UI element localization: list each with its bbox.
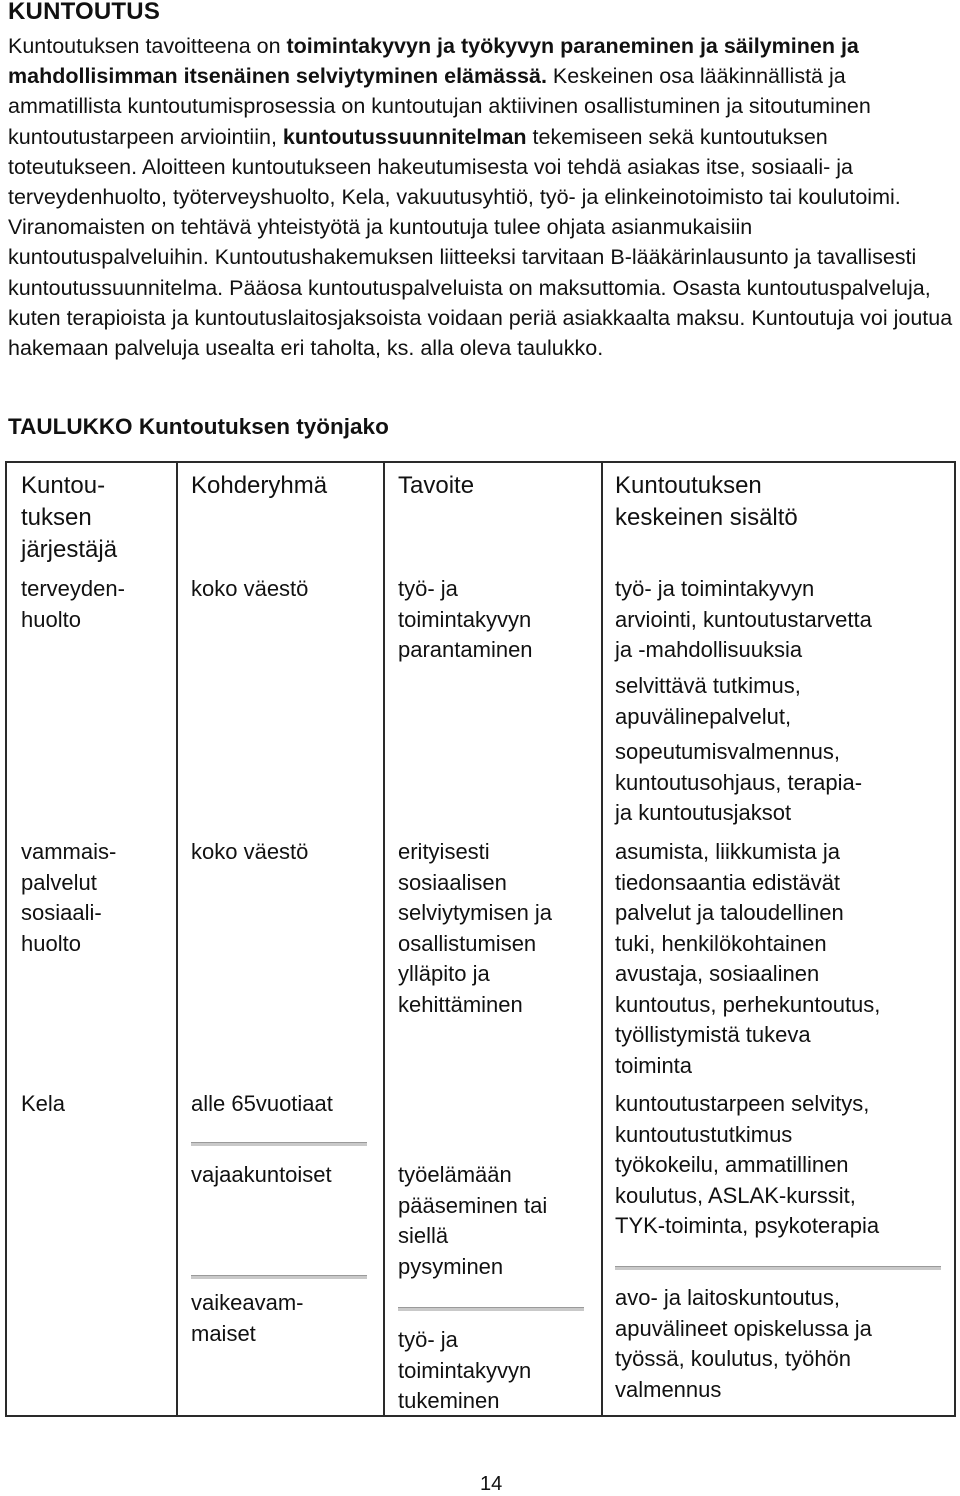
header-organizer: Kuntou- tuksen järjestäjä <box>21 472 118 563</box>
cell-separator <box>191 1275 367 1279</box>
intro-bold-2: kuntoutussuunnitelman <box>282 124 527 149</box>
row3-goal-a: työelämään pääseminen tai siellä pysyminen <box>398 1162 548 1279</box>
table-title: TAULUKKO Kuntoutuksen työnjako <box>8 414 389 439</box>
cell-separator <box>398 1307 584 1311</box>
header-goal: Tavoite <box>398 472 475 499</box>
row3-target-group-b: vajaakuntoiset <box>191 1162 332 1187</box>
cell-separator <box>191 1142 367 1146</box>
page-number: 14 <box>480 1473 503 1495</box>
row2-organizer: vammais- palvelut sosiaali- huolto <box>21 839 117 956</box>
intro-text-1: Kuntoutuksen tavoitteena on <box>8 34 287 58</box>
row3-organizer: Kela <box>21 1091 66 1116</box>
intro-text-2: Keskeinen osa lääkinnällistä ja ammatillista kuntoutumisprosessia on kuntoutujan aktiivinen osallistuminen ja sitoutuminen kuntoutustarpeen arviointiin, <box>8 64 871 149</box>
row2-goal: erityisesti sosiaalisen selviytymisen ja osallistumisen ylläpito ja kehittäminen <box>398 839 553 1017</box>
cell-separator <box>615 1266 941 1270</box>
column-divider <box>601 463 603 1415</box>
row2-target-group: koko väestö <box>191 839 309 864</box>
row3-content-b: avo- ja laitoskuntoutus, apuvälineet opiskelussa ja työssä, koulutus, työhön valmennus <box>615 1285 872 1402</box>
rehabilitation-table <box>5 461 956 1417</box>
row3-target-group-c: vaikeavam- maiset <box>191 1290 304 1346</box>
column-divider <box>383 463 385 1415</box>
header-target-group: Kohderyhmä <box>191 472 328 499</box>
row1-content-b: selvittävä tutkimus, apuvälinepalvelut, <box>615 673 801 729</box>
column-divider <box>176 463 178 1415</box>
row1-goal: työ- ja toimintakyvyn parantaminen <box>398 576 533 662</box>
row1-content-c: sopeutumisvalmennus, kuntoutusohjaus, terapia- ja kuntoutusjaksot <box>615 739 863 825</box>
intro-text-3: tekemiseen sekä kuntoutuksen toteutukseen. Aloitteen kuntoutukseen hakeutumisesta voi tehdä asiakas itse, sosiaali- ja terveydenhuolto, työterveyshuolto, Kela, vakuutusyhtiö, työ- ja elinkeinotoimisto tai koulutoimi. Viranomaisten on tehtävä yhteistyötä ja kuntoutuja tulee ohjata asianmukaisiin kuntoutuspalveluihin. Kuntoutushakemuksen liitteeksi tarvitaan B-lääkärinlausunto ja tavallisesti kuntoutussuunnitelma. Pääosa kuntoutuspalveluista on maksuttomia. Osasta kuntoutuspalveluja, kuten terapioista ja kuntoutuslaitosjaksoista voidaan periä asiakkaalta maksu. Kuntoutuja voi joutua hakemaan palveluja usealta eri taholta, ks. alla oleva taulukko. <box>8 124 953 361</box>
intro-bold-1: toimintakyvyn ja työkyvyn paraneminen ja säilyminen ja mahdollisimman itsenäinen selviytyminen elämässä. <box>8 34 859 89</box>
row1-organizer: terveyden- huolto <box>21 576 125 632</box>
page-heading: KUNTOUTUS <box>8 0 161 25</box>
row3-target-group-a: alle 65vuotiaat <box>191 1091 333 1116</box>
row1-target-group: koko väestö <box>191 576 309 601</box>
row2-content: asumista, liikkumista ja tiedonsaantia edistävät palvelut ja taloudellinen tuki, henkilökohtainen avustaja, sosiaalinen kuntoutus, perhekuntoutus, työllistymistä tukeva toiminta <box>615 839 881 1078</box>
row3-goal-b: työ- ja toimintakyvyn tukeminen <box>398 1327 532 1413</box>
row3-content-a: kuntoutustarpeen selvitys, kuntoutustutkimus työkokeilu, ammatillinen koulutus, ASLAK-kurssit, TYK-toiminta, psykoterapia <box>615 1091 880 1238</box>
intro-paragraph <box>8 31 953 363</box>
header-content: Kuntoutuksen keskeinen sisältö <box>615 472 798 531</box>
row1-content-a: työ- ja toimintakyvyn arviointi, kuntoutustarvetta ja -mahdollisuuksia <box>615 576 872 662</box>
